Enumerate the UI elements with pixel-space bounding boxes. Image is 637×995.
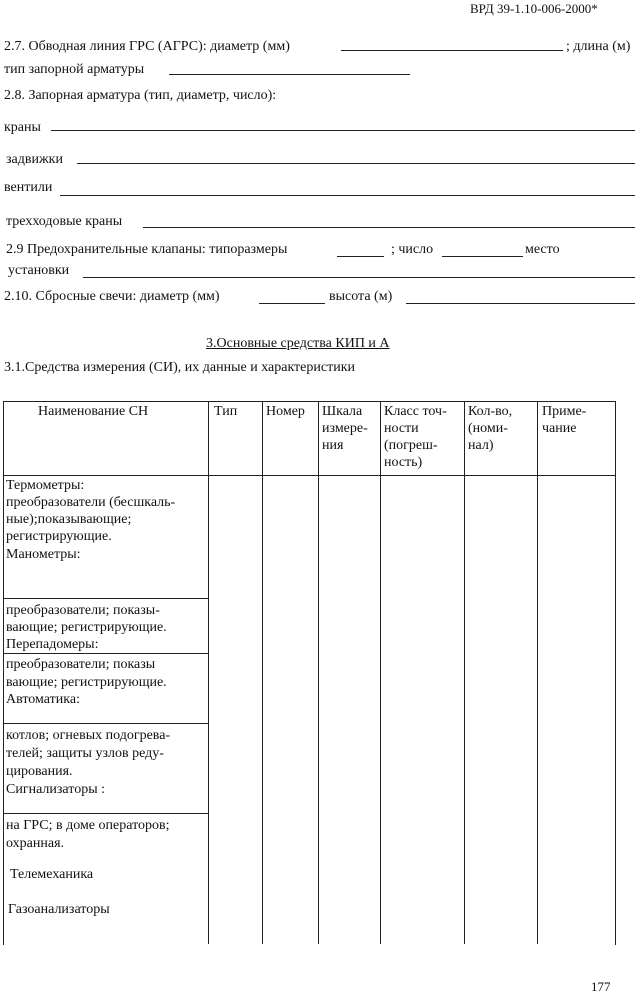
valve-type-label: тип запорной арматуры: [4, 62, 145, 77]
section-3-title: 3.Основные средства КИП и А: [206, 336, 390, 351]
shutoff-valves-title: 2.8. Запорная арматура (тип, диаметр, число):: [4, 88, 277, 103]
bypass-length-label: ; длина (м): [566, 39, 631, 54]
safety-valves-count-label: ; число: [391, 242, 434, 257]
valve-type-field[interactable]: [169, 74, 410, 75]
vent-stacks-label: 2.10. Сбросные свечи: диаметр (мм): [4, 289, 220, 304]
safety-valves-install-field[interactable]: [83, 277, 635, 278]
vent-stacks-diameter-field[interactable]: [259, 303, 325, 304]
document-code: ВРД 39-1.10-006-2000*: [470, 1, 598, 16]
ventili-field[interactable]: [60, 195, 635, 196]
section-3-1-subtitle: 3.1.Средства измерения (СИ), их данные и характеристики: [4, 360, 355, 375]
bypass-diameter-field[interactable]: [341, 50, 563, 51]
col-header-type: Тип: [214, 404, 238, 419]
cranes-label: краны: [4, 120, 41, 135]
cranes-field[interactable]: [51, 130, 635, 131]
vent-stacks-height-field[interactable]: [406, 303, 635, 304]
safety-valves-size-field[interactable]: [337, 256, 384, 257]
vent-stacks-height-label: высота (м): [329, 289, 393, 304]
col-header-name: Наименование СН: [38, 404, 149, 419]
safety-valves-location-label: место: [525, 242, 560, 257]
three-way-cranes-field[interactable]: [143, 227, 635, 228]
safety-valves-label: 2.9 Предохранительные клапаны: типоразмеры: [6, 242, 288, 257]
gate-valves-label: задвижки: [6, 152, 63, 167]
ventili-label: вентили: [4, 180, 53, 195]
three-way-cranes-label: трехходовые краны: [6, 214, 123, 229]
gate-valves-field[interactable]: [77, 163, 635, 164]
col-header-number: Номер: [266, 404, 305, 419]
bypass-line-label: 2.7. Обводная линия ГРС (АГРС): диаметр (мм): [4, 39, 290, 54]
safety-valves-install-label: установки: [8, 263, 70, 278]
safety-valves-count-field[interactable]: [442, 256, 523, 257]
page-number: 177: [591, 979, 611, 994]
